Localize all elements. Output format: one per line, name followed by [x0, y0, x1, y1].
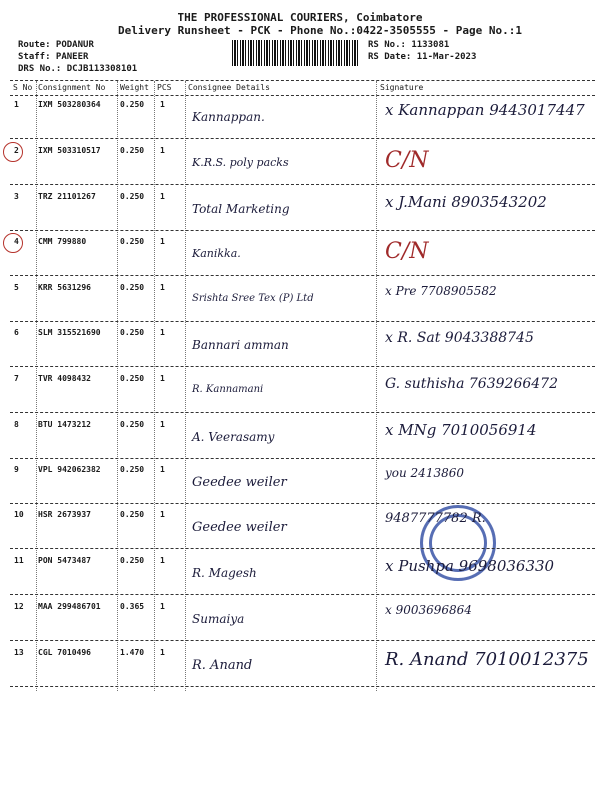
row-signature: R. Anand 7010012375 — [385, 649, 589, 670]
row-weight: 0.250 — [120, 374, 145, 383]
row-consignee: Geedee weiler — [192, 520, 287, 535]
row-pcs: 1 — [160, 465, 165, 474]
row-pcs: 1 — [160, 100, 165, 109]
row-consignment-no: IXM 503280364 — [38, 100, 101, 109]
row-divider — [10, 230, 595, 231]
row-pcs: 1 — [160, 283, 165, 292]
row-weight: 0.250 — [120, 465, 145, 474]
rs-number: RS No.: 1133081 — [368, 40, 450, 50]
drs-number: DRS No.: DCJB113308101 — [18, 64, 138, 74]
row-consignee: R. Magesh — [192, 566, 257, 580]
row-signature: x J.Mani 8903543202 — [385, 193, 547, 211]
row-signature: 9487777782 R. — [385, 511, 486, 526]
row-weight: 0.250 — [120, 146, 145, 155]
row-divider — [10, 412, 595, 413]
col-sep — [36, 81, 37, 691]
row-consignment-no: KRR 5631296 — [38, 283, 91, 292]
row-signature: x 9003696864 — [385, 603, 472, 617]
row-sno: 13 — [14, 648, 24, 657]
row-sno: 11 — [14, 556, 24, 565]
row-divider — [10, 275, 595, 276]
col-signature-header: Signature — [380, 83, 424, 92]
row-consignee: R. Kannamani — [192, 384, 264, 395]
row-consignee: K.R.S. poly packs — [192, 156, 289, 169]
row-pcs: 1 — [160, 237, 165, 246]
row-consignment-no: CGL 7010496 — [38, 648, 91, 657]
row-signature: x Kannappan 9443017447 — [385, 101, 585, 119]
rs-date: RS Date: 11-Mar-2023 — [368, 52, 477, 62]
row-consignment-no: SLM 315521690 — [38, 328, 101, 337]
row-sno: 2 — [14, 146, 19, 155]
row-signature: C/N — [385, 148, 429, 173]
row-sno: 5 — [14, 283, 19, 292]
header-top-rule — [10, 80, 595, 81]
runsheet-title: THE PROFESSIONAL COURIERS, Coimbatore — [177, 11, 423, 24]
col-weight-header: Weight — [120, 83, 149, 92]
col-pcs-header: PCS — [157, 83, 172, 92]
row-pcs: 1 — [160, 328, 165, 337]
row-divider — [10, 594, 595, 595]
row-pcs: 1 — [160, 556, 165, 565]
row-consignee: Kannappan. — [192, 110, 265, 124]
row-consignment-no: PON 5473487 — [38, 556, 91, 565]
row-sno: 4 — [14, 237, 19, 246]
row-divider — [10, 366, 595, 367]
row-weight: 0.250 — [120, 100, 145, 109]
row-sno: 10 — [14, 510, 24, 519]
row-sno: 6 — [14, 328, 19, 337]
row-consignee: A. Veerasamy — [192, 430, 275, 444]
row-weight: 0.250 — [120, 556, 145, 565]
row-sno: 12 — [14, 602, 24, 611]
row-divider — [10, 138, 595, 139]
staff-label: Staff: PANEER — [18, 52, 89, 62]
row-consignment-no: CMM 799880 — [38, 237, 87, 246]
row-pcs: 1 — [160, 192, 165, 201]
col-consignment-header: Consignment No — [38, 83, 106, 92]
row-divider — [10, 458, 595, 459]
row-signature: G. suthisha 7639266472 — [385, 376, 558, 392]
barcode — [232, 40, 360, 66]
row-pcs: 1 — [160, 510, 165, 519]
row-signature: x R. Sat 9043388745 — [385, 330, 534, 346]
row-weight: 0.365 — [120, 602, 145, 611]
row-weight: 0.250 — [120, 237, 145, 246]
col-sep — [376, 81, 377, 691]
runsheet-subtitle: Delivery Runsheet - PCK - Phone No.:0422-3505555 - Page No.:1 — [118, 24, 522, 37]
row-sno: 3 — [14, 192, 19, 201]
row-sno: 8 — [14, 420, 19, 429]
row-weight: 0.250 — [120, 510, 145, 519]
row-signature: x MNg 7010056914 — [385, 421, 537, 439]
row-pcs: 1 — [160, 374, 165, 383]
row-consignee: Kanikka. — [192, 247, 241, 260]
header-bottom-rule — [10, 95, 595, 96]
col-sep — [154, 81, 155, 691]
row-pcs: 1 — [160, 146, 165, 155]
row-weight: 0.250 — [120, 192, 145, 201]
row-consignment-no: MAA 299486701 — [38, 602, 101, 611]
row-pcs: 1 — [160, 648, 165, 657]
col-sep — [117, 81, 118, 691]
row-weight: 0.250 — [120, 328, 145, 337]
row-pcs: 1 — [160, 420, 165, 429]
row-consignee: R. Anand — [192, 658, 253, 673]
row-consignment-no: BTU 1473212 — [38, 420, 91, 429]
row-signature: you 2413860 — [385, 466, 464, 480]
row-signature: x Pushpa 9698036330 — [385, 557, 555, 575]
route-label: Route: PODANUR — [18, 40, 94, 50]
row-weight: 1.470 — [120, 648, 145, 657]
row-consignment-no: HSR 2673937 — [38, 510, 91, 519]
row-weight: 0.250 — [120, 420, 145, 429]
circled-row-marker — [3, 142, 23, 162]
row-divider — [10, 548, 595, 549]
row-divider — [10, 184, 595, 185]
row-consignment-no: TVR 4098432 — [38, 374, 91, 383]
col-consignee-header: Consignee Details — [188, 83, 270, 92]
circled-row-marker — [3, 233, 23, 253]
row-sno: 1 — [14, 100, 19, 109]
row-signature: x Pre 7708905582 — [385, 284, 497, 298]
row-consignee: Sumaiya — [192, 612, 245, 626]
col-sep — [185, 81, 186, 691]
row-consignee: Bannari amman — [192, 338, 289, 352]
row-consignee: Total Marketing — [192, 202, 290, 216]
row-signature: C/N — [385, 239, 429, 264]
row-weight: 0.250 — [120, 283, 145, 292]
row-consignee: Srishta Sree Tex (P) Ltd — [192, 293, 314, 304]
row-consignment-no: IXM 503310517 — [38, 146, 101, 155]
row-consignee: Geedee weiler — [192, 475, 287, 490]
row-pcs: 1 — [160, 602, 165, 611]
row-consignment-no: TRZ 21101267 — [38, 192, 96, 201]
row-divider — [10, 503, 595, 504]
row-divider — [10, 321, 595, 322]
col-sno-header: S No — [13, 83, 33, 92]
row-sno: 9 — [14, 465, 19, 474]
row-consignment-no: VPL 942062382 — [38, 465, 101, 474]
row-sno: 7 — [14, 374, 19, 383]
row-divider — [10, 640, 595, 641]
row-divider — [10, 686, 595, 687]
